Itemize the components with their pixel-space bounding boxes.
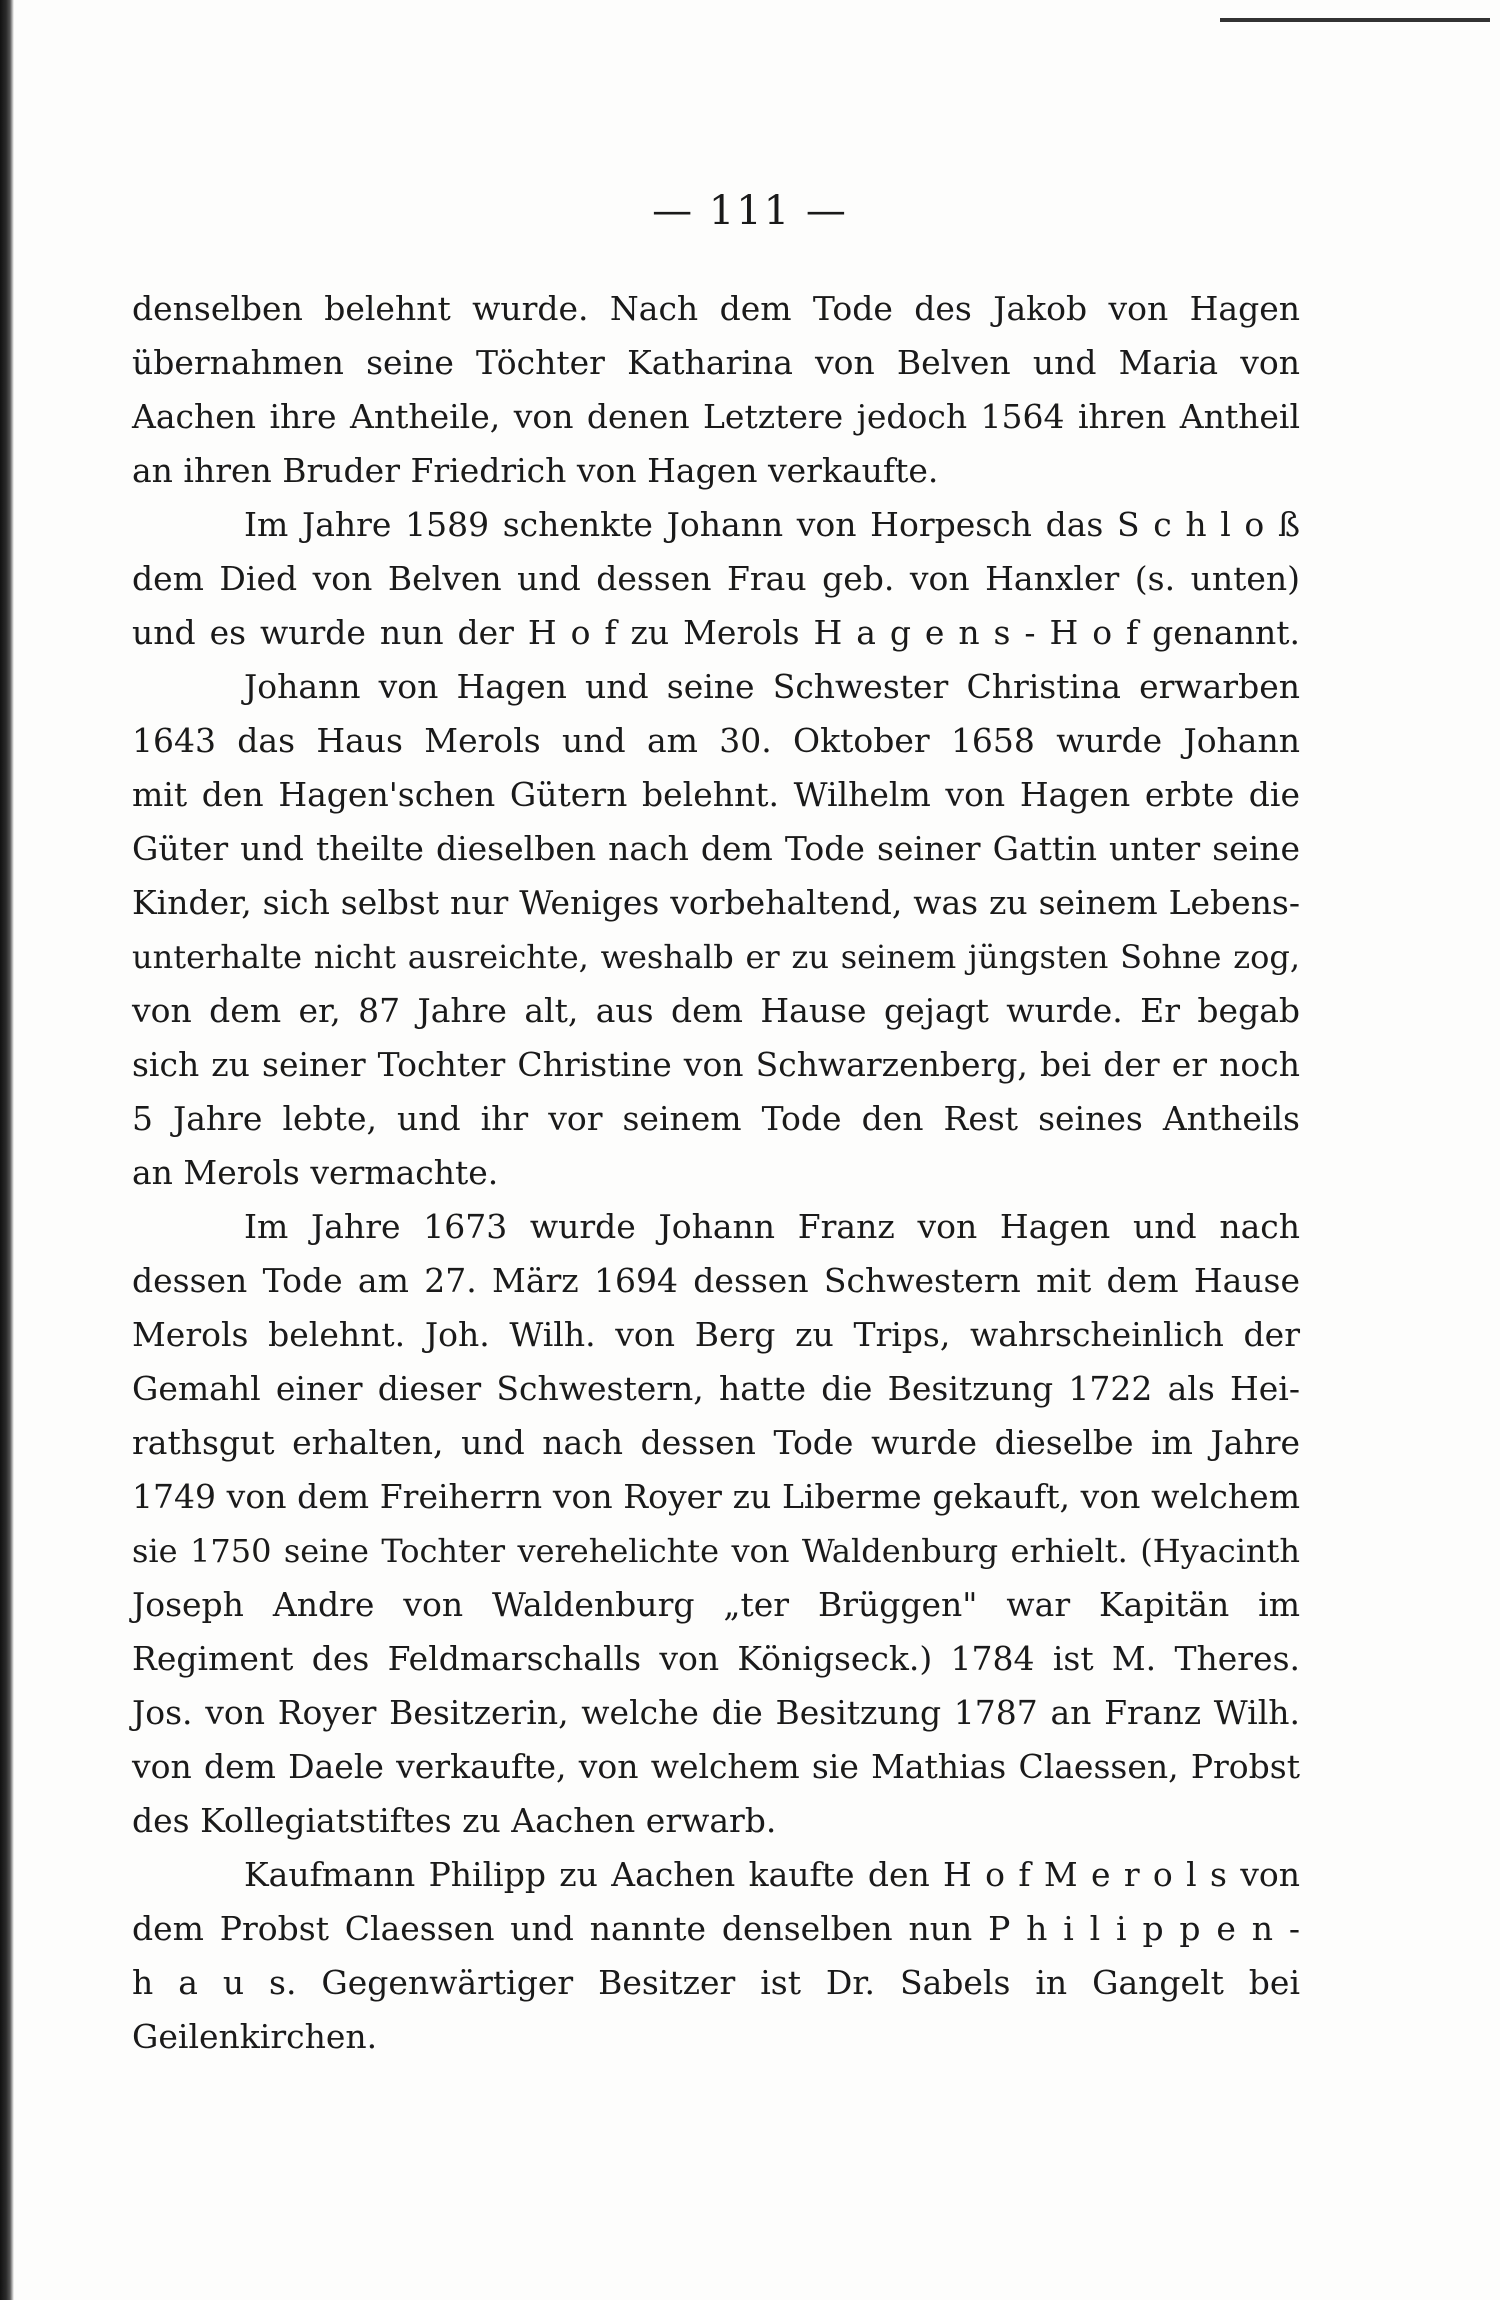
text-line: Güter und theilte dieselben nach dem Tode seiner Gattin unter seine <box>132 829 1300 868</box>
text-line: übernahmen seine Töchter Katharina von Belven und Maria von <box>132 343 1300 382</box>
text-line: dem Probst Claessen und nannte denselben nun P h i l i p p e n - <box>132 1909 1300 1948</box>
text-line: Merols belehnt. Joh. Wilh. von Berg zu Trips, wahrscheinlich der <box>132 1315 1300 1354</box>
text-line: an ihren Bruder Friedrich von Hagen verkaufte. <box>132 451 939 490</box>
body-text <box>132 282 1300 2064</box>
text-line: 1749 von dem Freiherrn von Royer zu Liberme gekauft, von welchem <box>132 1477 1300 1516</box>
text-line: Regiment des Feldmarschalls von Königseck.) 1784 ist M. Theres. <box>132 1639 1300 1678</box>
text-line: von dem Daele verkaufte, von welchem sie Mathias Claessen, Probst <box>132 1747 1300 1786</box>
text-line: Im Jahre 1673 wurde Johann Franz von Hagen und nach <box>244 1207 1300 1246</box>
text-line: mit den Hagen'schen Gütern belehnt. Wilhelm von Hagen erbte die <box>132 775 1300 814</box>
text-line: Aachen ihre Antheile, von denen Letztere jedoch 1564 ihren Antheil <box>132 397 1300 436</box>
text-line: Joseph Andre von Waldenburg „ter Brüggen" war Kapitän im <box>132 1585 1300 1624</box>
text-line: Kinder, sich selbst nur Weniges vorbehaltend, was zu seinem Lebens- <box>132 883 1300 922</box>
text-line: Johann von Hagen und seine Schwester Christina erwarben <box>244 667 1300 706</box>
text-line: Im Jahre 1589 schenkte Johann von Horpesch das S c h l o ß <box>244 505 1300 544</box>
book-spine-edge <box>0 0 14 2300</box>
text-line: rathsgut erhalten, und nach dessen Tode wurde dieselbe im Jahre <box>132 1423 1300 1462</box>
text-line: unterhalte nicht ausreichte, weshalb er zu seinem jüngsten Sohne zog, <box>132 938 1300 976</box>
text-line: an Merols vermachte. <box>132 1153 499 1192</box>
text-line: Kaufmann Philipp zu Aachen kaufte den H o f M e r o l s von <box>244 1855 1300 1894</box>
text-line: von dem er, 87 Jahre alt, aus dem Hause gejagt wurde. Er begab <box>132 991 1300 1030</box>
text-line: sich zu seiner Tochter Christine von Schwarzenberg, bei der er noch <box>132 1045 1300 1084</box>
text-line: Geilenkirchen. <box>132 2017 378 2056</box>
text-line: Gemahl einer dieser Schwestern, hatte die Besitzung 1722 als Hei- <box>132 1369 1300 1408</box>
top-edge-rule <box>1220 18 1490 22</box>
text-line: 1643 das Haus Merols und am 30. Oktober 1658 wurde Johann <box>132 721 1300 760</box>
text-line: des Kollegiatstiftes zu Aachen erwarb. <box>132 1801 777 1840</box>
text-line: 5 Jahre lebte, und ihr vor seinem Tode den Rest seines Antheils <box>132 1099 1300 1138</box>
page-number: — 111 — <box>652 188 848 234</box>
text-line: sie 1750 seine Tochter verehelichte von Waldenburg erhielt. (Hyacinth <box>132 1532 1300 1570</box>
text-line: Jos. von Royer Besitzerin, welche die Besitzung 1787 an Franz Wilh. <box>132 1693 1300 1732</box>
text-line: h a u s. Gegenwärtiger Besitzer ist Dr. Sabels in Gangelt bei <box>132 1963 1300 2002</box>
text-line: dem Died von Belven und dessen Frau geb. von Hanxler (s. unten) <box>132 559 1300 598</box>
text-line: dessen Tode am 27. März 1694 dessen Schwestern mit dem Hause <box>132 1261 1300 1300</box>
text-line: denselben belehnt wurde. Nach dem Tode des Jakob von Hagen <box>132 289 1300 328</box>
text-line: und es wurde nun der H o f zu Merols H a g e n s - H o f genannt. <box>132 613 1300 652</box>
